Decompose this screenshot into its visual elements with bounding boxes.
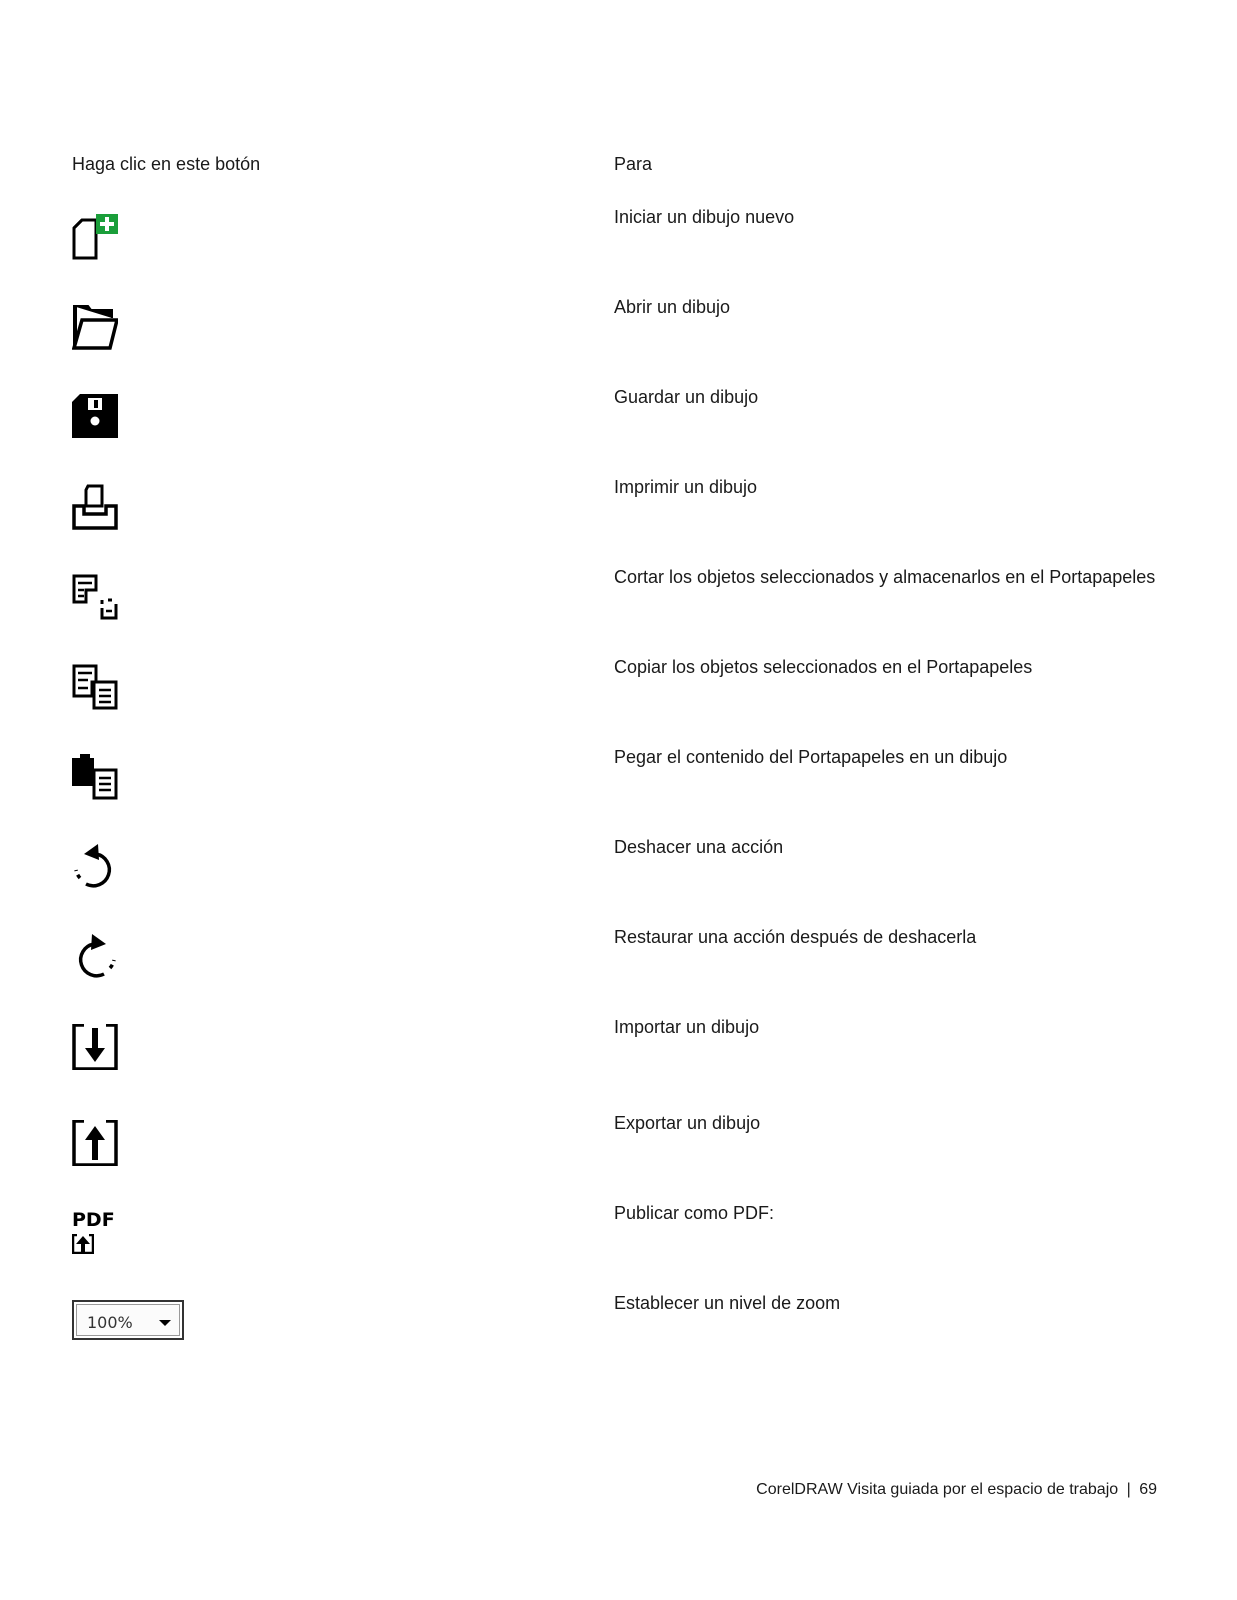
- zoom-field: [76, 1304, 180, 1336]
- footer-title: CorelDRAW Visita guiada por el espacio de trabajo: [756, 1481, 1119, 1498]
- row-description: Cortar los objetos seleccionados y almacenarlos en el Portapapeles: [614, 567, 1156, 587]
- table-row: [0, 297, 1237, 394]
- save-disk-icon[interactable]: [72, 394, 118, 440]
- table-row: [0, 747, 1237, 844]
- table-row: [0, 1017, 1237, 1114]
- undo-icon[interactable]: [72, 844, 118, 890]
- row-description: Copiar los objetos seleccionados en el Portapapeles: [614, 657, 1033, 677]
- page-footer: [756, 1481, 1157, 1499]
- chevron-down-icon[interactable]: [159, 1320, 171, 1326]
- table-row: [0, 1203, 1237, 1300]
- row-description: Pegar el contenido del Portapapeles en un dibujo: [614, 747, 1008, 767]
- paste-icon[interactable]: [72, 754, 118, 800]
- new-document-icon[interactable]: [72, 214, 118, 260]
- zoom-value: 100%: [87, 1313, 133, 1332]
- export-icon[interactable]: [72, 1120, 118, 1166]
- redo-icon[interactable]: [72, 934, 118, 980]
- row-description: Iniciar un dibujo nuevo: [614, 207, 795, 227]
- footer-separator: |: [1126, 1481, 1131, 1498]
- table-row: [0, 1113, 1237, 1210]
- table-row: [0, 1293, 1237, 1390]
- row-description: Publicar como PDF:: [614, 1203, 775, 1223]
- open-folder-icon[interactable]: [72, 304, 118, 350]
- row-description: Guardar un dibujo: [614, 387, 759, 407]
- header-purpose-column: Para: [614, 154, 653, 174]
- copy-icon[interactable]: [72, 664, 118, 710]
- row-description: Importar un dibujo: [614, 1017, 760, 1037]
- print-icon[interactable]: [72, 484, 118, 530]
- row-description: Exportar un dibujo: [614, 1113, 761, 1133]
- table-row: [0, 477, 1237, 574]
- import-icon[interactable]: [72, 1024, 118, 1070]
- table-row: [0, 837, 1237, 934]
- page-number: 69: [1139, 1481, 1157, 1498]
- table-row: [0, 657, 1237, 754]
- table-row: [0, 387, 1237, 484]
- row-description: Imprimir un dibujo: [614, 477, 758, 497]
- row-description: Abrir un dibujo: [614, 297, 731, 317]
- publish-pdf-icon[interactable]: [72, 1210, 118, 1256]
- pdf-label: PDF: [72, 1209, 115, 1231]
- table-row: [0, 207, 1237, 304]
- row-description: Establecer un nivel de zoom: [614, 1293, 841, 1313]
- header-button-column: Haga clic en este botón: [72, 154, 261, 174]
- zoom-level-dropdown[interactable]: [72, 1300, 184, 1340]
- table-row: [0, 927, 1237, 1024]
- cut-icon[interactable]: [72, 574, 118, 620]
- row-description: Restaurar una acción después de deshacerla: [614, 927, 977, 947]
- table-row: [0, 567, 1237, 664]
- row-description: Deshacer una acción: [614, 837, 784, 857]
- publish-arrow-icon: [72, 1234, 94, 1254]
